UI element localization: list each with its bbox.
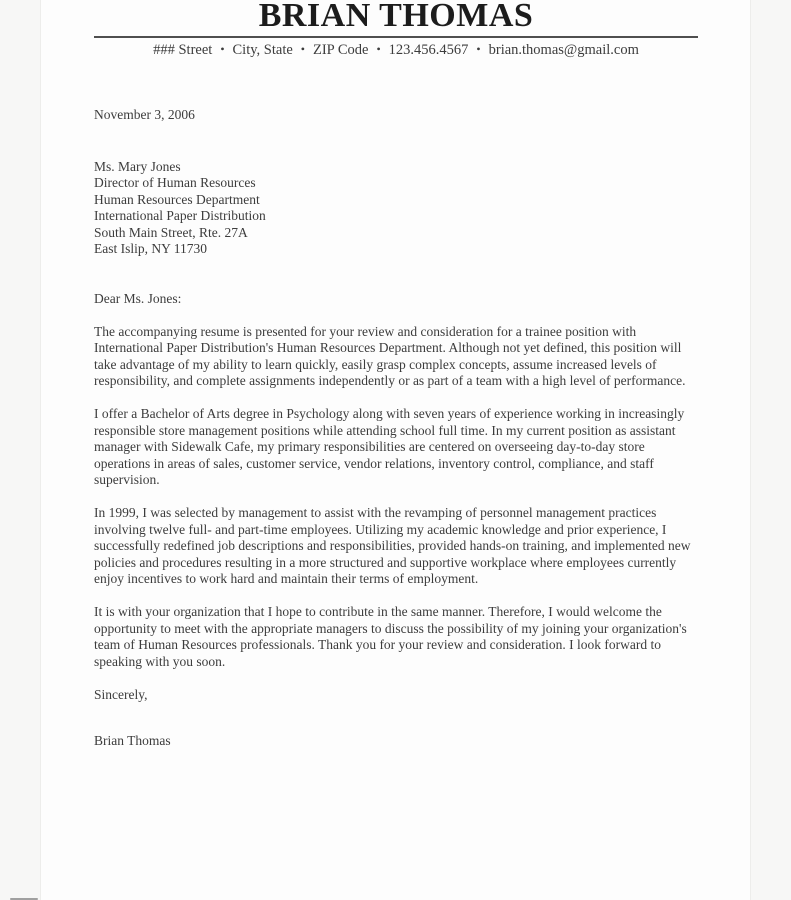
recipient-address-block [94,159,698,258]
contact-item: brian.thomas@gmail.com [488,42,639,58]
letter-date: November 3, 2006 [94,107,195,122]
contact-item: City, State [232,42,293,58]
body-paragraph: In 1999, I was selected by management to assist with the revamping of personnel management practices involving twelve full- and part-time employees. Utilizing my academic knowledge and prior experience, I successfully redefined job descriptions and responsibilities, provided hands-on training, and implemented new policies and procedures resulting in a more structured and supportive workplace where employees currently enjoy incentives to work hard and maintain their terms of employment. [94,505,691,586]
letterhead [94,0,698,59]
page-content [41,0,750,750]
letter-paragraphs [94,324,698,671]
recipient-address-line: East Islip, NY 11730 [94,241,207,256]
letterhead-divider [94,36,698,38]
recipient-address-line: Director of Human Resources [94,175,256,190]
body-paragraph: It is with your organization that I hope to contribute in the same manner. Therefore, I would welcome the opportunity to meet with the appropriate managers to discuss the possibility of my joining your organization's team of Human Resources professionals. Thank you for your review and consideration. I look forward to speaking with you soon. [94,604,687,669]
contact-item: ### Street [153,42,213,58]
contact-item: 123.456.4567 [388,42,469,58]
bullet-separator: • [476,42,481,56]
contact-item: ZIP Code [313,42,369,58]
recipient-address-line: Human Resources Department [94,191,260,207]
bullet-separator: • [376,42,381,56]
letter-body [94,107,698,750]
body-paragraph: The accompanying resume is presented for your review and consideration for a trainee position with International Paper Distribution's Human Resources Department. Although not yet defined, this position will take advantage of my ability to learn quickly, easily grasp complex concepts, assume increased levels of responsibility, and complete assignments independently or as part of a team with a high level of performance. [94,323,686,388]
recipient-address-line: Ms. Mary Jones [94,158,181,174]
bullet-separator: • [220,42,225,56]
body-paragraph: I offer a Bachelor of Arts degree in Psychology along with seven years of experience working in increasingly responsible store management positions while attending school full time. In my current position as assistant manager with Sidewalk Cafe, my primary responsibilities are centered on overseeing day-to-day store operations in areas of sales, customer service, vendor relations, inventory control, compliance, and staff supervision. [94,406,685,487]
letter-page [40,0,751,900]
letterhead-contact-line [94,41,698,59]
closing: Sincerely, [94,686,148,702]
salutation: Dear Ms. Jones: [94,290,182,306]
recipient-address-line: International Paper Distribution [94,208,266,223]
bullet-separator: • [300,42,305,56]
letterhead-name: BRIAN THOMAS [258,0,534,34]
recipient-address-line: South Main Street, Rte. 27A [94,224,248,240]
signature-name: Brian Thomas [94,733,171,748]
